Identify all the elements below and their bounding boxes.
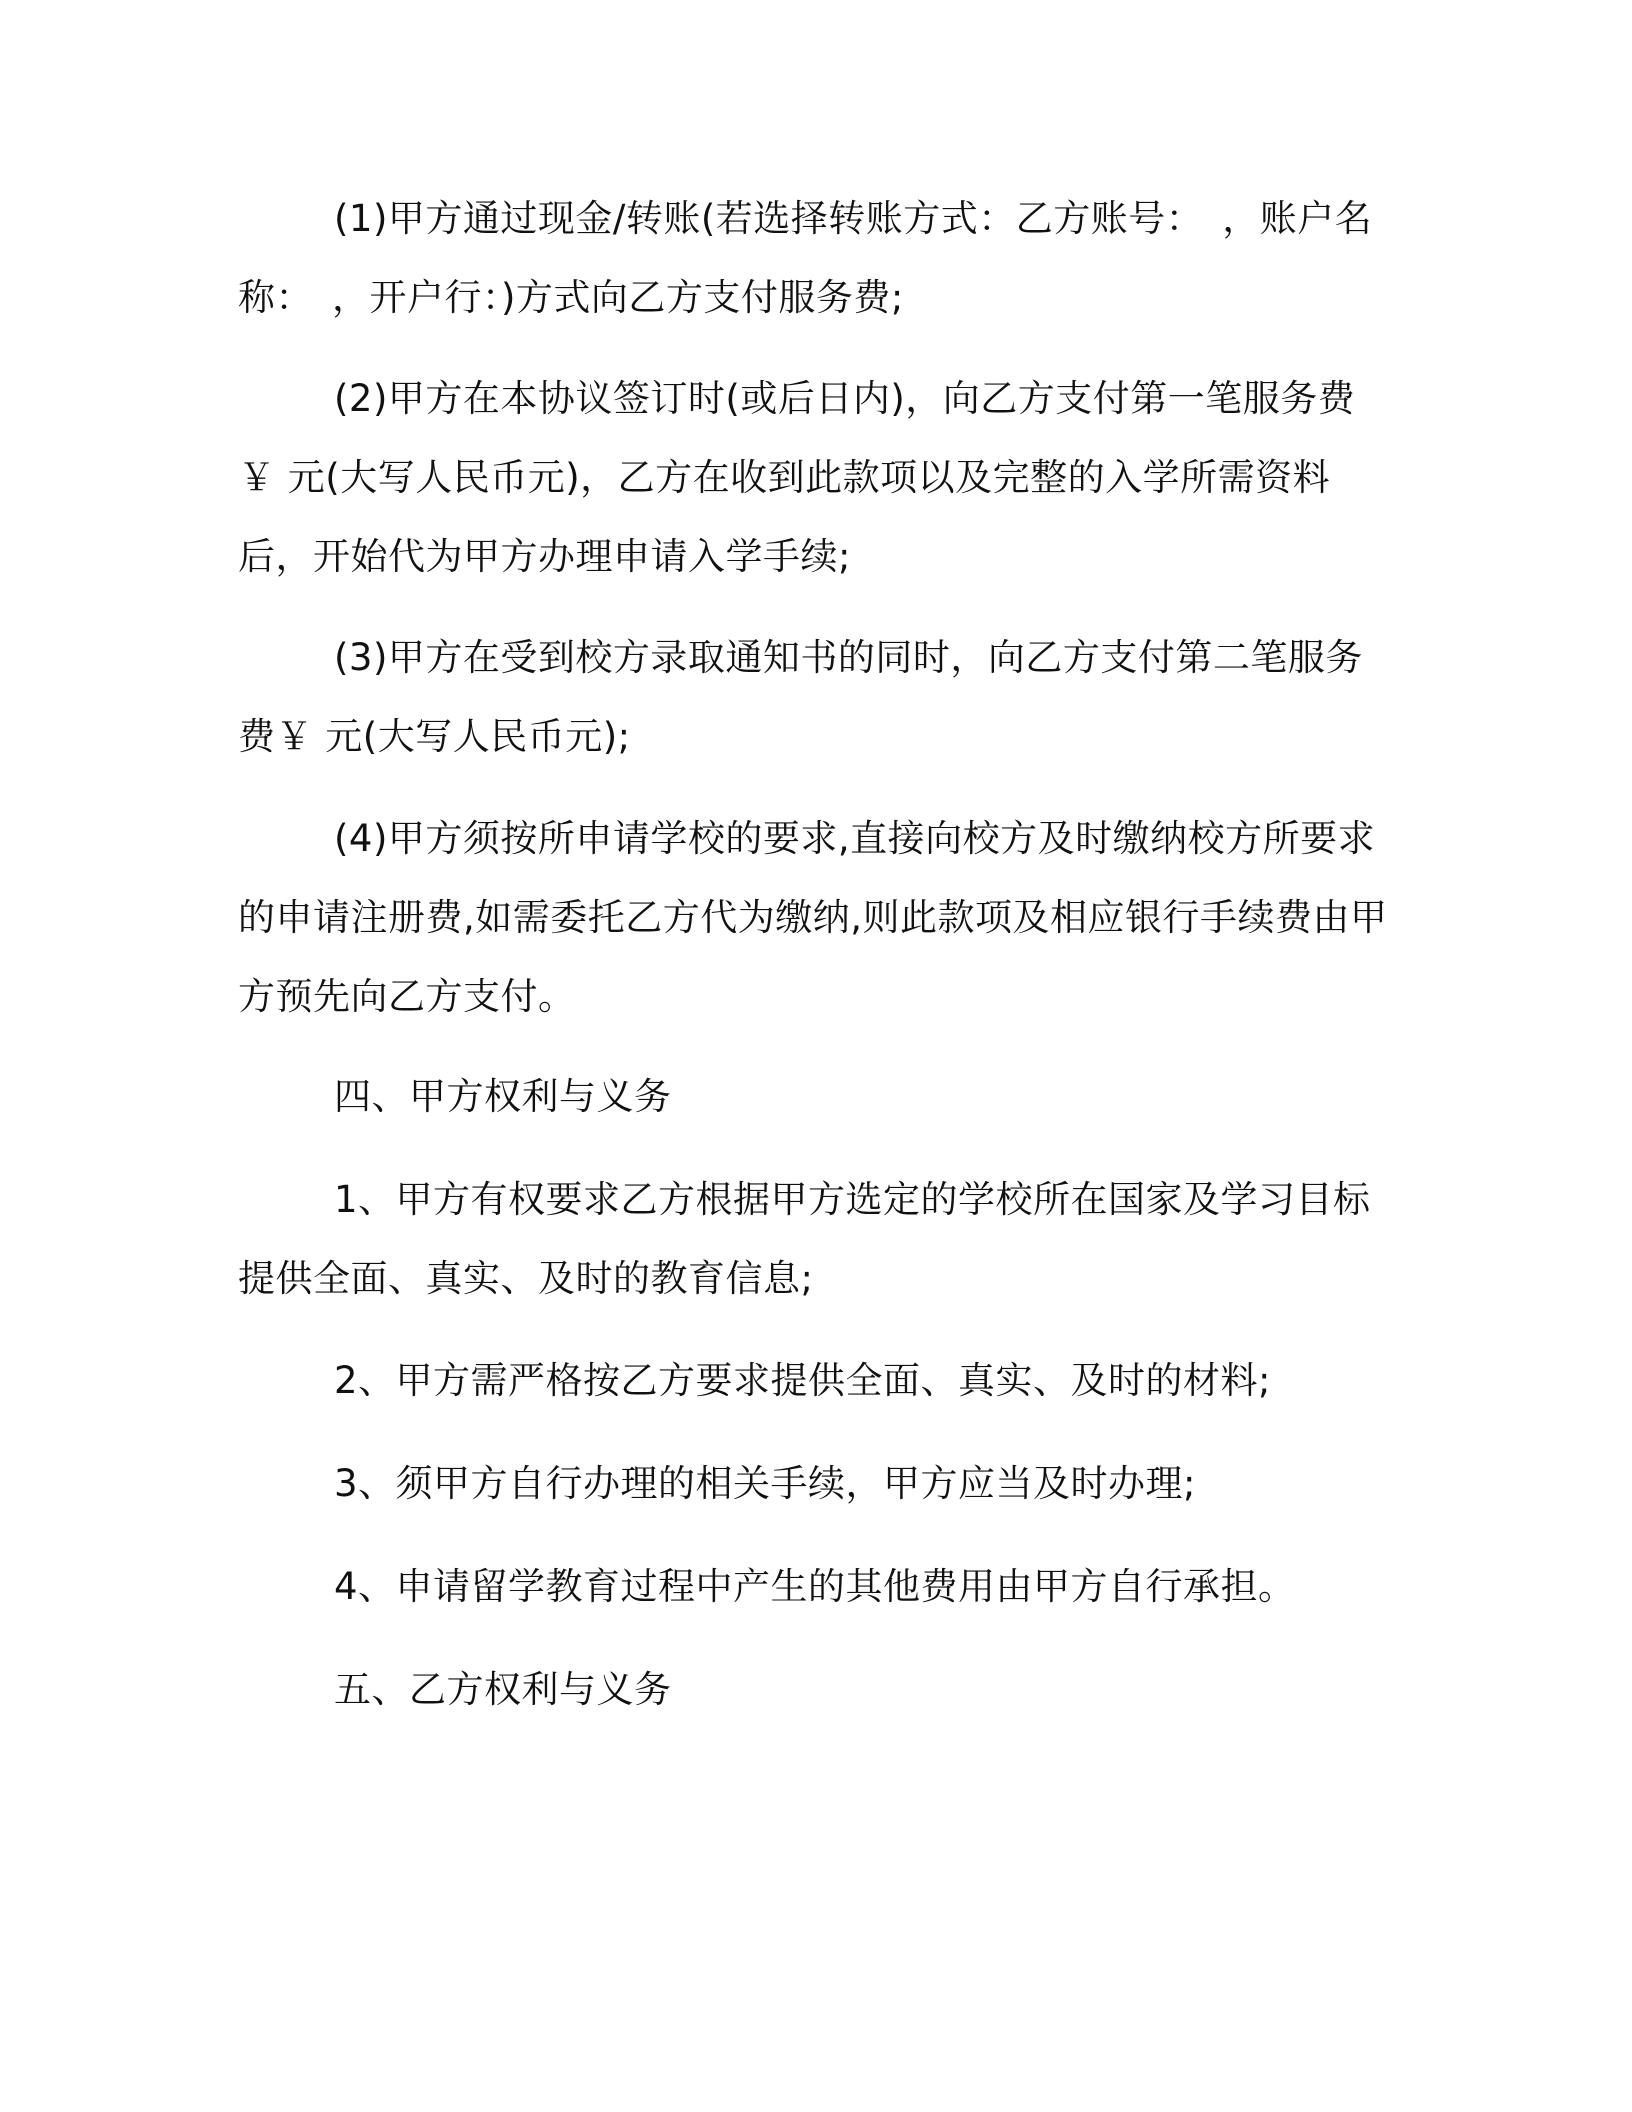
section-four-heading: 四、甲方权利与义务 bbox=[334, 1075, 672, 1118]
payment-clause-3: (3)甲方在受到校方录取通知书的同时，向乙方支付第二笔服务费￥ 元(大写人民币元); bbox=[238, 636, 1363, 758]
payment-clause-2: (2)甲方在本协议签订时(或后日内)，向乙方支付第一笔服务费￥ 元(大写人民币元)，乙方在收到此款项以及完整的入学所需资料后，开始代为甲方办理申请入学手续; bbox=[238, 377, 1356, 578]
section-five-heading: 五、乙方权利与义务 bbox=[334, 1668, 672, 1711]
payment-clause-1: (1)甲方通过现金/转账(若选择转账方式：乙方账号： ，账户名称： ，开户行：)方式向乙方支付服务费; bbox=[238, 197, 1373, 319]
party-a-clause-4: 4、申请留学教育过程中产生的其他费用由甲方自行承担。 bbox=[334, 1565, 1296, 1608]
party-a-clause-2: 2、甲方需严格按乙方要求提供全面、真实、及时的材料; bbox=[334, 1359, 1272, 1402]
party-a-clause-1: 1、甲方有权要求乙方根据甲方选定的学校所在国家及学习目标提供全面、真实、及时的教育信息; bbox=[238, 1178, 1371, 1300]
party-a-clause-3: 3、须甲方自行办理的相关手续，甲方应当及时办理; bbox=[334, 1462, 1197, 1505]
payment-clause-4: (4)甲方须按所申请学校的要求,直接向校方及时缴纳校方所要求的申请注册费,如需委托乙方代为缴纳,则此款项及相应银行手续费由甲方预先向乙方支付。 bbox=[238, 817, 1388, 1018]
